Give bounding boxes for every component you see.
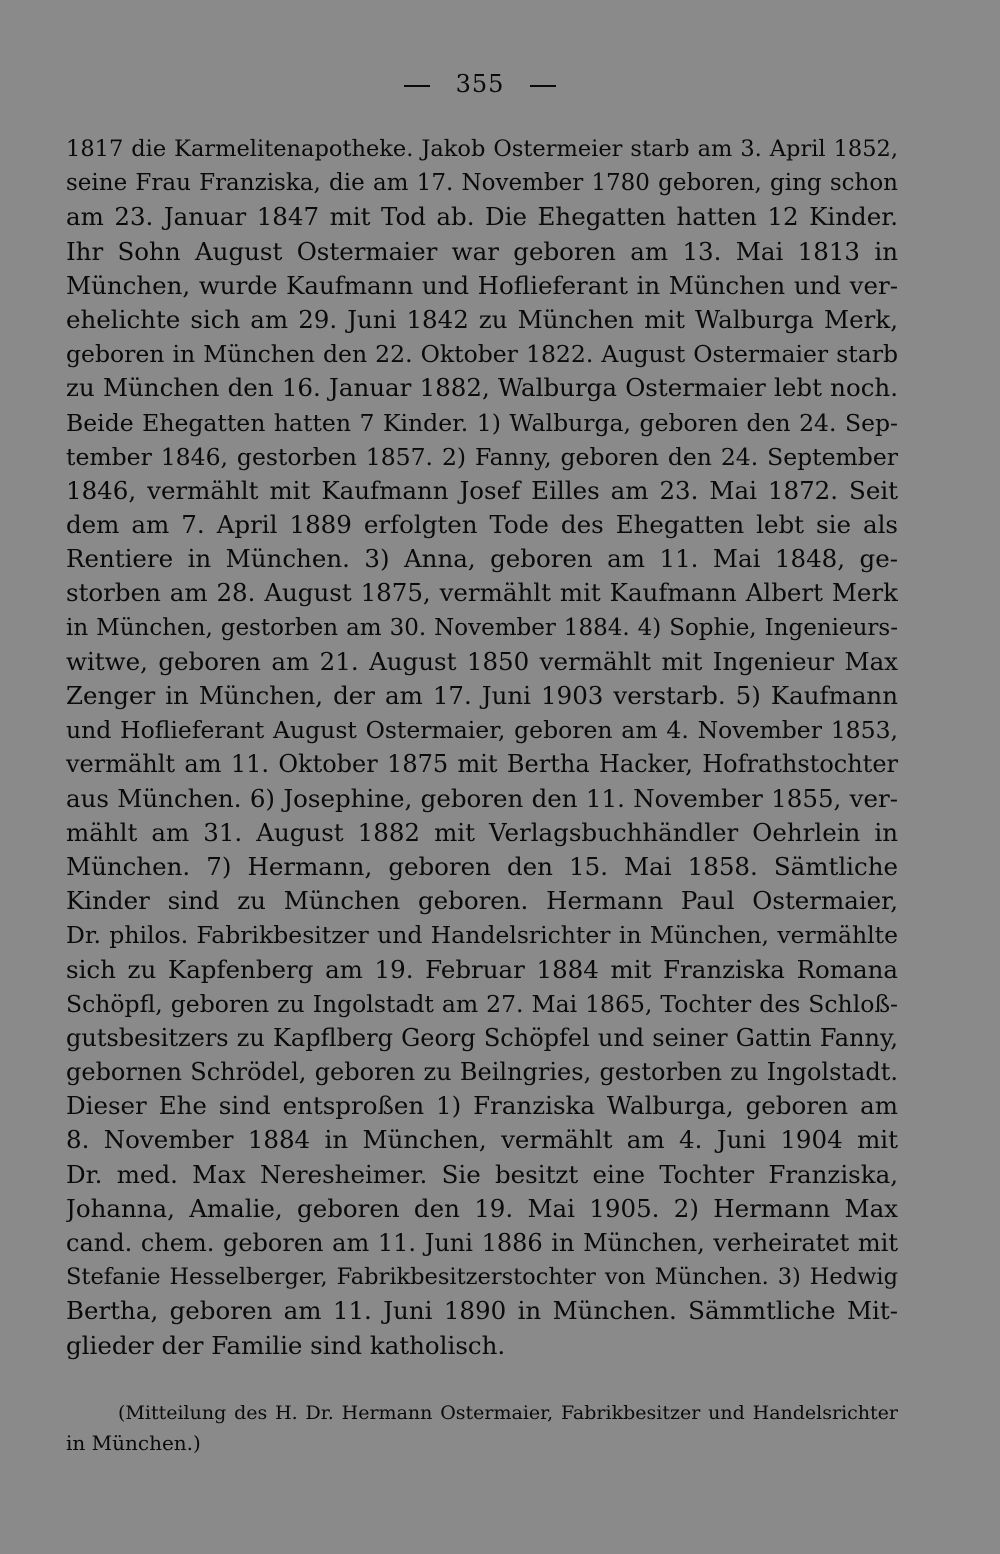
text-line: Stefanie Hesselberger, Fabrikbesitzerstochter von München. 3) Hedwig: [66, 1264, 898, 1291]
page-header: [0, 70, 960, 98]
text-line: München, wurde Kaufmann und Hoflieferant in München und ver-: [66, 270, 898, 300]
text-line: mählt am 31. August 1882 mit Verlagsbuchhändler Oehrlein in: [66, 817, 898, 847]
footnote-line: in München.): [66, 1431, 201, 1455]
text-line: am 23. Januar 1847 mit Tod ab. Die Ehegatten hatten 12 Kinder.: [66, 202, 898, 232]
text-line: storben am 28. August 1875, vermählt mit Kaufmann Albert Merk: [66, 578, 898, 608]
text-line: vermählt am 11. Oktober 1875 mit Bertha Hacker, Hofrathstochter: [66, 750, 898, 779]
text-line: tember 1846, gestorben 1857. 2) Fanny, geboren den 24. September: [66, 442, 898, 471]
text-line: gebornen Schrödel, geboren zu Beilngries, gestorben zu Ingolstadt.: [66, 1058, 898, 1087]
text-line: aus München. 6) Josephine, geboren den 11. November 1855, ver-: [66, 783, 898, 813]
text-line: München. 7) Hermann, geboren den 15. Mai 1858. Sämtliche: [66, 851, 898, 881]
text-line: Beide Ehegatten hatten 7 Kinder. 1) Walburga, geboren den 24. Sep-: [66, 408, 898, 437]
text-line: Bertha, geboren am 11. Juni 1890 in München. Sämmtliche Mit-: [66, 1296, 898, 1326]
text-line: zu München den 16. Januar 1882, Walburga Ostermaier lebt noch.: [66, 373, 898, 403]
text-line: 1817 die Karmelitenapotheke. Jakob Ostermeier starb am 3. April 1852,: [66, 136, 898, 162]
text-line: Dieser Ehe sind entsproßen 1) Franziska Walburga, geboren am: [66, 1091, 898, 1121]
text-line: Schöpfl, geboren zu Ingolstadt am 27. Mai 1865, Tochter des Schloß-: [66, 989, 898, 1018]
text-line: Rentiere in München. 3) Anna, geboren am 11. Mai 1848, ge-: [66, 544, 898, 574]
text-line: 1846, vermählt mit Kaufmann Josef Eilles am 23. Mai 1872. Seit: [66, 475, 898, 505]
text-line: Dr. med. Max Neresheimer. Sie besitzt eine Tochter Franziska,: [66, 1159, 898, 1189]
footnote-line: (Mitteilung des H. Dr. Hermann Ostermaier, Fabrikbesitzer und Handelsrichter: [118, 1402, 898, 1424]
text-line: glieder der Familie sind katholisch.: [66, 1330, 506, 1360]
text-line: witwe, geboren am 21. August 1850 vermählt mit Ingenieur Max: [66, 646, 898, 676]
text-line: Kinder sind zu München geboren. Hermann Paul Ostermaier,: [66, 886, 898, 916]
footnote: [66, 1398, 898, 1458]
page-number: 355: [455, 70, 505, 98]
text-line: seine Frau Franziska, die am 17. November 1780 geboren, ging schon: [66, 170, 898, 197]
body-text: [66, 132, 898, 1363]
text-line: Ihr Sohn August Ostermaier war geboren am 13. Mai 1813 in: [66, 236, 898, 266]
text-line: geboren in München den 22. Oktober 1822. August Ostermaier starb: [66, 340, 898, 369]
text-line: Zenger in München, der am 17. Juni 1903 verstarb. 5) Kaufmann: [66, 681, 898, 710]
text-line: sich zu Kapfenberg am 19. Februar 1884 mit Franziska Romana: [66, 954, 898, 984]
text-line: ehelichte sich am 29. Juni 1842 zu München mit Walburga Merk,: [66, 304, 898, 334]
header-dash-left: [404, 85, 430, 87]
text-line: Dr. philos. Fabrikbesitzer und Handelsrichter in München, vermählte: [66, 921, 898, 950]
text-line: und Hoflieferant August Ostermaier, geboren am 4. November 1853,: [66, 716, 898, 745]
text-line: in München, gestorben am 30. November 1884. 4) Sophie, Ingenieurs-: [66, 614, 898, 641]
text-line: dem am 7. April 1889 erfolgten Tode des Ehegatten lebt sie als: [66, 510, 898, 540]
text-line: 8. November 1884 in München, vermählt am 4. Juni 1904 mit: [66, 1125, 898, 1155]
text-line: cand. chem. geboren am 11. Juni 1886 in München, verheiratet mit: [66, 1229, 898, 1257]
text-line: gutsbesitzers zu Kapflberg Georg Schöpfel und seiner Gattin Fanny,: [66, 1023, 898, 1052]
header-dash-right: [530, 85, 556, 87]
text-line: Johanna, Amalie, geboren den 19. Mai 1905. 2) Hermann Max: [66, 1193, 898, 1223]
